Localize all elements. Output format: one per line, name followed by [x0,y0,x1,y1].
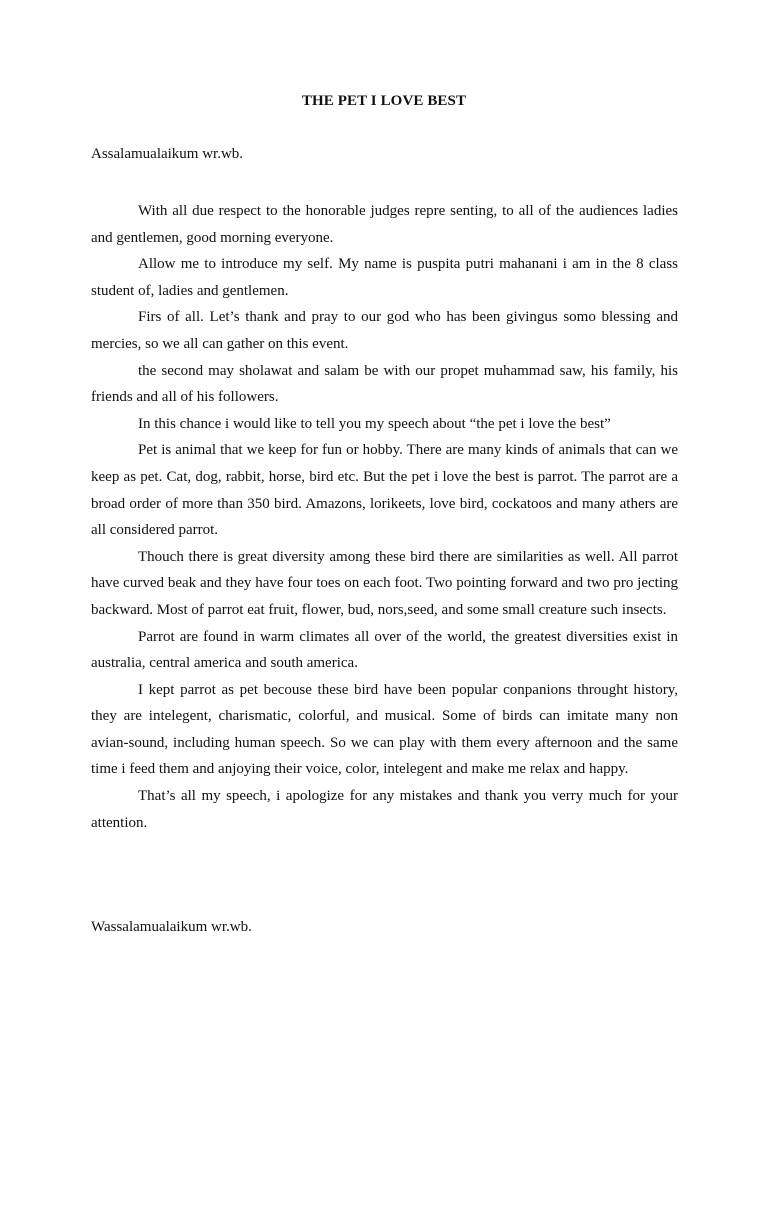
paragraph-pet-definition: Pet is animal that we keep for fun or hobby. There are many kinds of animals that can we keep as pet. Cat, dog, rabbit, horse, bird etc. But the pet i love the best is parrot. The parrot are a broad order of more than 350 bird. Amazons, lorikeets, love bird, cockatoos and many athers are all considered parrot. [91,442,678,539]
paragraph-topic: In this chance i would like to tell you my speech about “the pet i love the best” [138,415,611,432]
paragraph-sholawat: the second may sholawat and salam be with our propet muhammad saw, his family, his friends and all of his followers. [91,362,678,406]
paragraph-closing-remarks: That’s all my speech, i apologize for any mistakes and thank you verry much for your attention. [91,788,678,831]
closing-greeting: Wassalamualaikum wr.wb. [91,919,252,935]
paragraph-parrot-traits: Thouch there is great diversity among these bird there are similarities as well. All parrot have curved beak and they have four toes on each foot. Two pointing forward and two pro jecting backward. Most of parrot eat fruit, flower, bud, nors,seed, and some small creature such insects. [91,548,678,618]
speech-body [91,198,678,836]
document-title: THE PET I LOVE BEST [301,93,467,109]
paragraph-parrot-habitat: Parrot are found in warm climates all over of the world, the greatest diversities exist in australia, central america and south america. [91,628,678,672]
paragraph-introduction: Allow me to introduce my self. My name is puspita putri mahanani i am in the 8 class student of, ladies and gentlemen. [91,256,678,299]
opening-greeting: Assalamualaikum wr.wb. [91,146,244,162]
paragraph-respect: With all due respect to the honorable judges repre senting, to all of the audiences ladies and gentlemen, good morning everyone. [91,203,678,246]
paragraph-thanks: Firs of all. Let’s thank and pray to our god who has been givingus somo blessing and mercies, so we all can gather on this event. [91,309,678,352]
paragraph-reasons: I kept parrot as pet becouse these bird have been popular conpanions throught history, they are intelegent, charismatic, colorful, and musical. Some of birds can imitate many non avian-sound, including human speech. So we can play with them every afternoon and the same time i feed them and anjoying their voice, color, intelegent and make me relax and happy. [91,681,678,778]
